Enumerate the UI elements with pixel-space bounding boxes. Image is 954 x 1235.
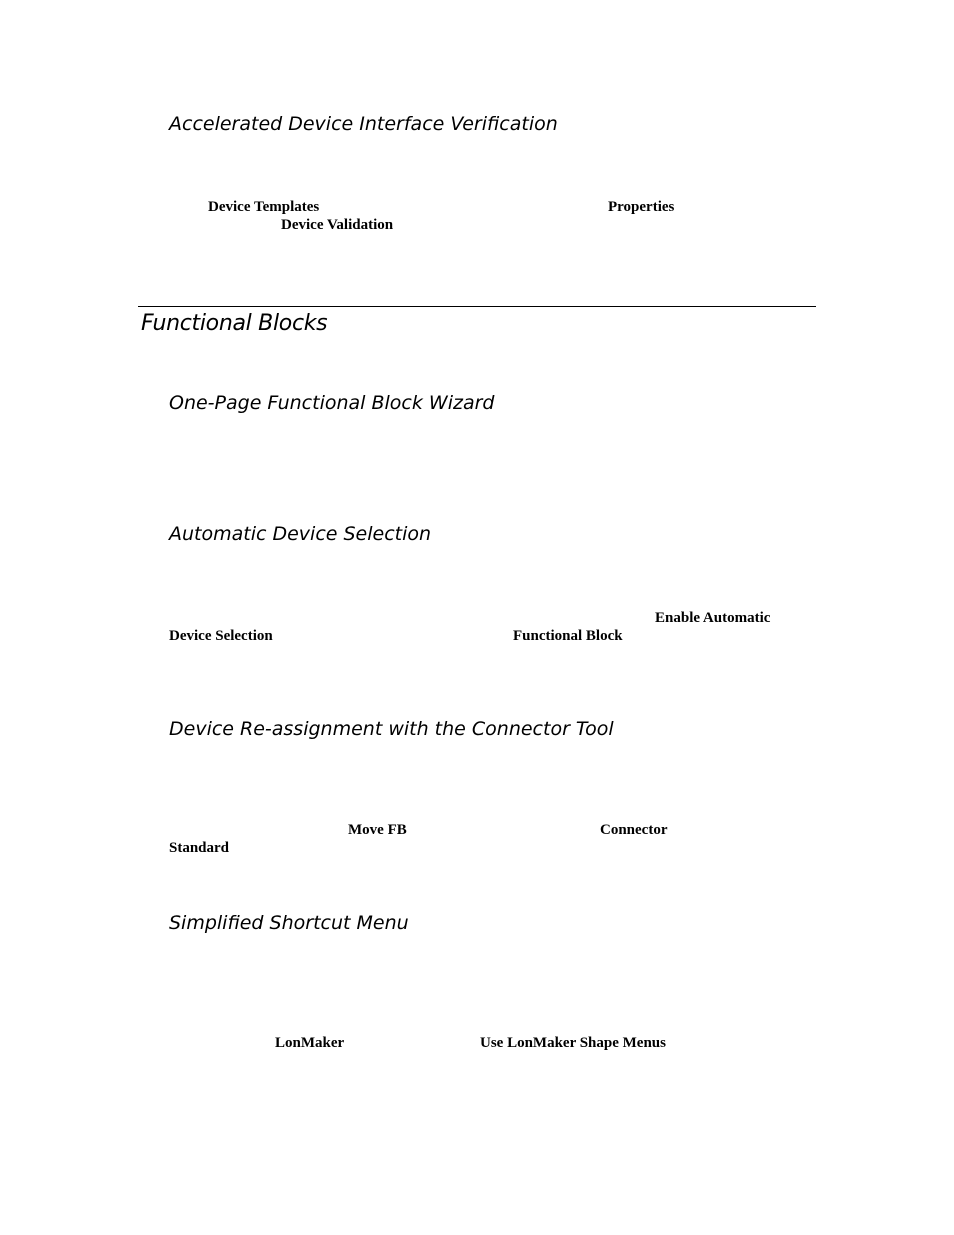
term-device-selection: Device Selection: [169, 628, 273, 644]
term-enable-automatic: Enable Automatic: [655, 610, 771, 626]
section-heading-device-reassignment-connector-tool: Device Re-assignment with the Connector Tool: [169, 718, 614, 740]
section-heading-automatic-device-selection: Automatic Device Selection: [169, 523, 432, 545]
chapter-divider: [138, 306, 816, 307]
section-heading-one-page-functional-block-wizard: One-Page Functional Block Wizard: [169, 392, 495, 414]
term-lonmaker: LonMaker: [275, 1035, 345, 1051]
term-move-fb: Move FB: [348, 822, 407, 838]
term-standard: Standard: [169, 840, 230, 856]
term-device-validation: Device Validation: [281, 217, 394, 233]
term-functional-block: Functional Block: [513, 628, 623, 644]
section-heading-simplified-shortcut-menu: Simplified Shortcut Menu: [169, 912, 409, 934]
term-use-lonmaker-shape-menus: Use LonMaker Shape Menus: [480, 1035, 666, 1051]
section-heading-accelerated-device-interface-verification: Accelerated Device Interface Verification: [169, 113, 558, 135]
chapter-heading-functional-blocks: Functional Blocks: [141, 311, 328, 336]
term-properties: Properties: [608, 199, 675, 215]
term-connector: Connector: [600, 822, 668, 838]
term-device-templates: Device Templates: [208, 199, 320, 215]
